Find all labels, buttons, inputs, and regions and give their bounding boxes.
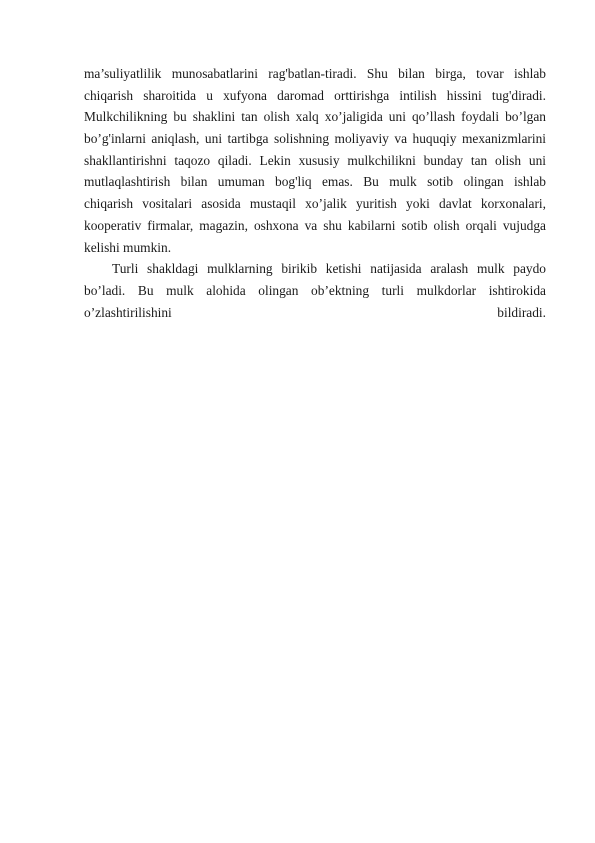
text-line: chiqarish sharoitida u xufyona daromad orttirishga intilish hissini tug'diradi. xyxy=(84,87,546,103)
text-line: Turli shakldagi mulklarning birikib ketishi natijasida aralash mulk paydo xyxy=(112,261,546,277)
text-line: bo’ladi. Bu mulk alohida olingan ob’ektning turli mulkdorlar ishtirokida xyxy=(84,282,546,298)
paragraph-2 xyxy=(84,258,546,323)
text-line: kelishi mumkin. xyxy=(84,239,172,255)
text-line: o’zlashtirilishini bildiradi. xyxy=(84,304,546,320)
text-line: Mulkchilikning bu shaklini tan olish xalq xo’jaligida uni qo’llash foydali bo’lgan xyxy=(84,109,546,125)
text-line: kooperativ firmalar, magazin, oshxona va shu kabilarni sotib olish orqali vujudga xyxy=(84,217,546,233)
text-line: bo’g'inlarni aniqlash, uni tartibga solishning moliyaviy va huquqiy mexanizmlarini xyxy=(84,131,546,147)
text-line: mutlaqlashtirish bilan umuman bog'liq emas. Bu mulk sotib olingan ishlab xyxy=(84,174,546,190)
paragraph-1 xyxy=(84,63,546,258)
text-line: chiqarish vositalari asosida mustaqil xo’jalik yuritish yoki davlat korxonalari, xyxy=(84,196,546,212)
text-line: ma’suliyatlilik munosabatlarini rag'batlan-tiradi. Shu bilan birga, tovar ishlab xyxy=(84,66,546,81)
text-line: shakllantirishni taqozo qiladi. Lekin xususiy mulkchilikni bunday tan olish uni xyxy=(84,152,546,168)
body-text xyxy=(84,63,546,323)
